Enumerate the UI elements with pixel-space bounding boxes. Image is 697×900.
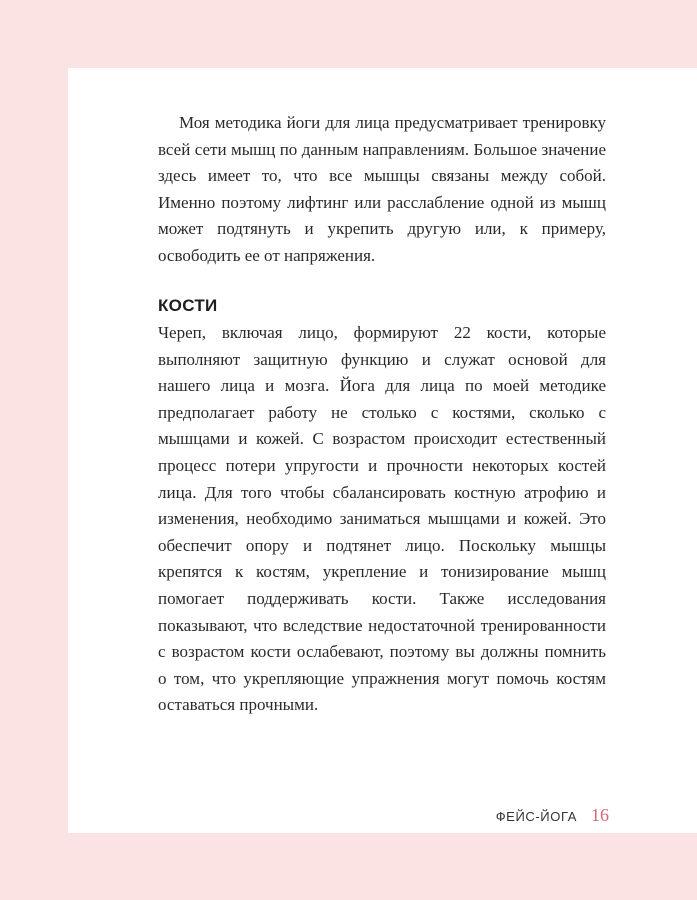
bones-paragraph: Череп, включая лицо, формируют 22 кости, которые выполняют защитную функцию и служат основой для нашего лица и мозга. Йога для лица по моей методике предполагает работу не столько с костями, сколько с мышцами и кожей. С возрастом происходит естественный процесс потери упругости и прочности некоторых костей лица. Для того чтобы сбалансировать костную атрофию и изменения, необходимо заниматься мышцами и кожей. Это обеспечит опору и подтянет лицо. Поскольку мышцы крепятся к костям, укрепление и тонизирование мышц помогает поддерживать кости. Также исследования показывают, что вследствие недостаточной тренированности с возрастом кости ослабевают, поэтому вы должны помнить о том, что укрепляющие упражнения могут помочь костям оставаться прочными. (158, 323, 606, 715)
page-number: 16 (591, 805, 609, 825)
section-heading: КОСТИ (158, 296, 218, 315)
intro-paragraph: Моя методика йоги для лица предусматривает тренировку всей сети мышц по данным направлениям. Большое значение здесь имеет то, что все мышцы связаны между собой. Именно поэтому лифтинг или расслабление одной из мышц может подтянуть и укрепить другую или, к примеру, освободить ее от напряжения. (158, 113, 606, 265)
page-footer (496, 805, 609, 826)
running-title: ФЕЙС-ЙОГА (495, 809, 577, 824)
book-page (68, 68, 697, 833)
